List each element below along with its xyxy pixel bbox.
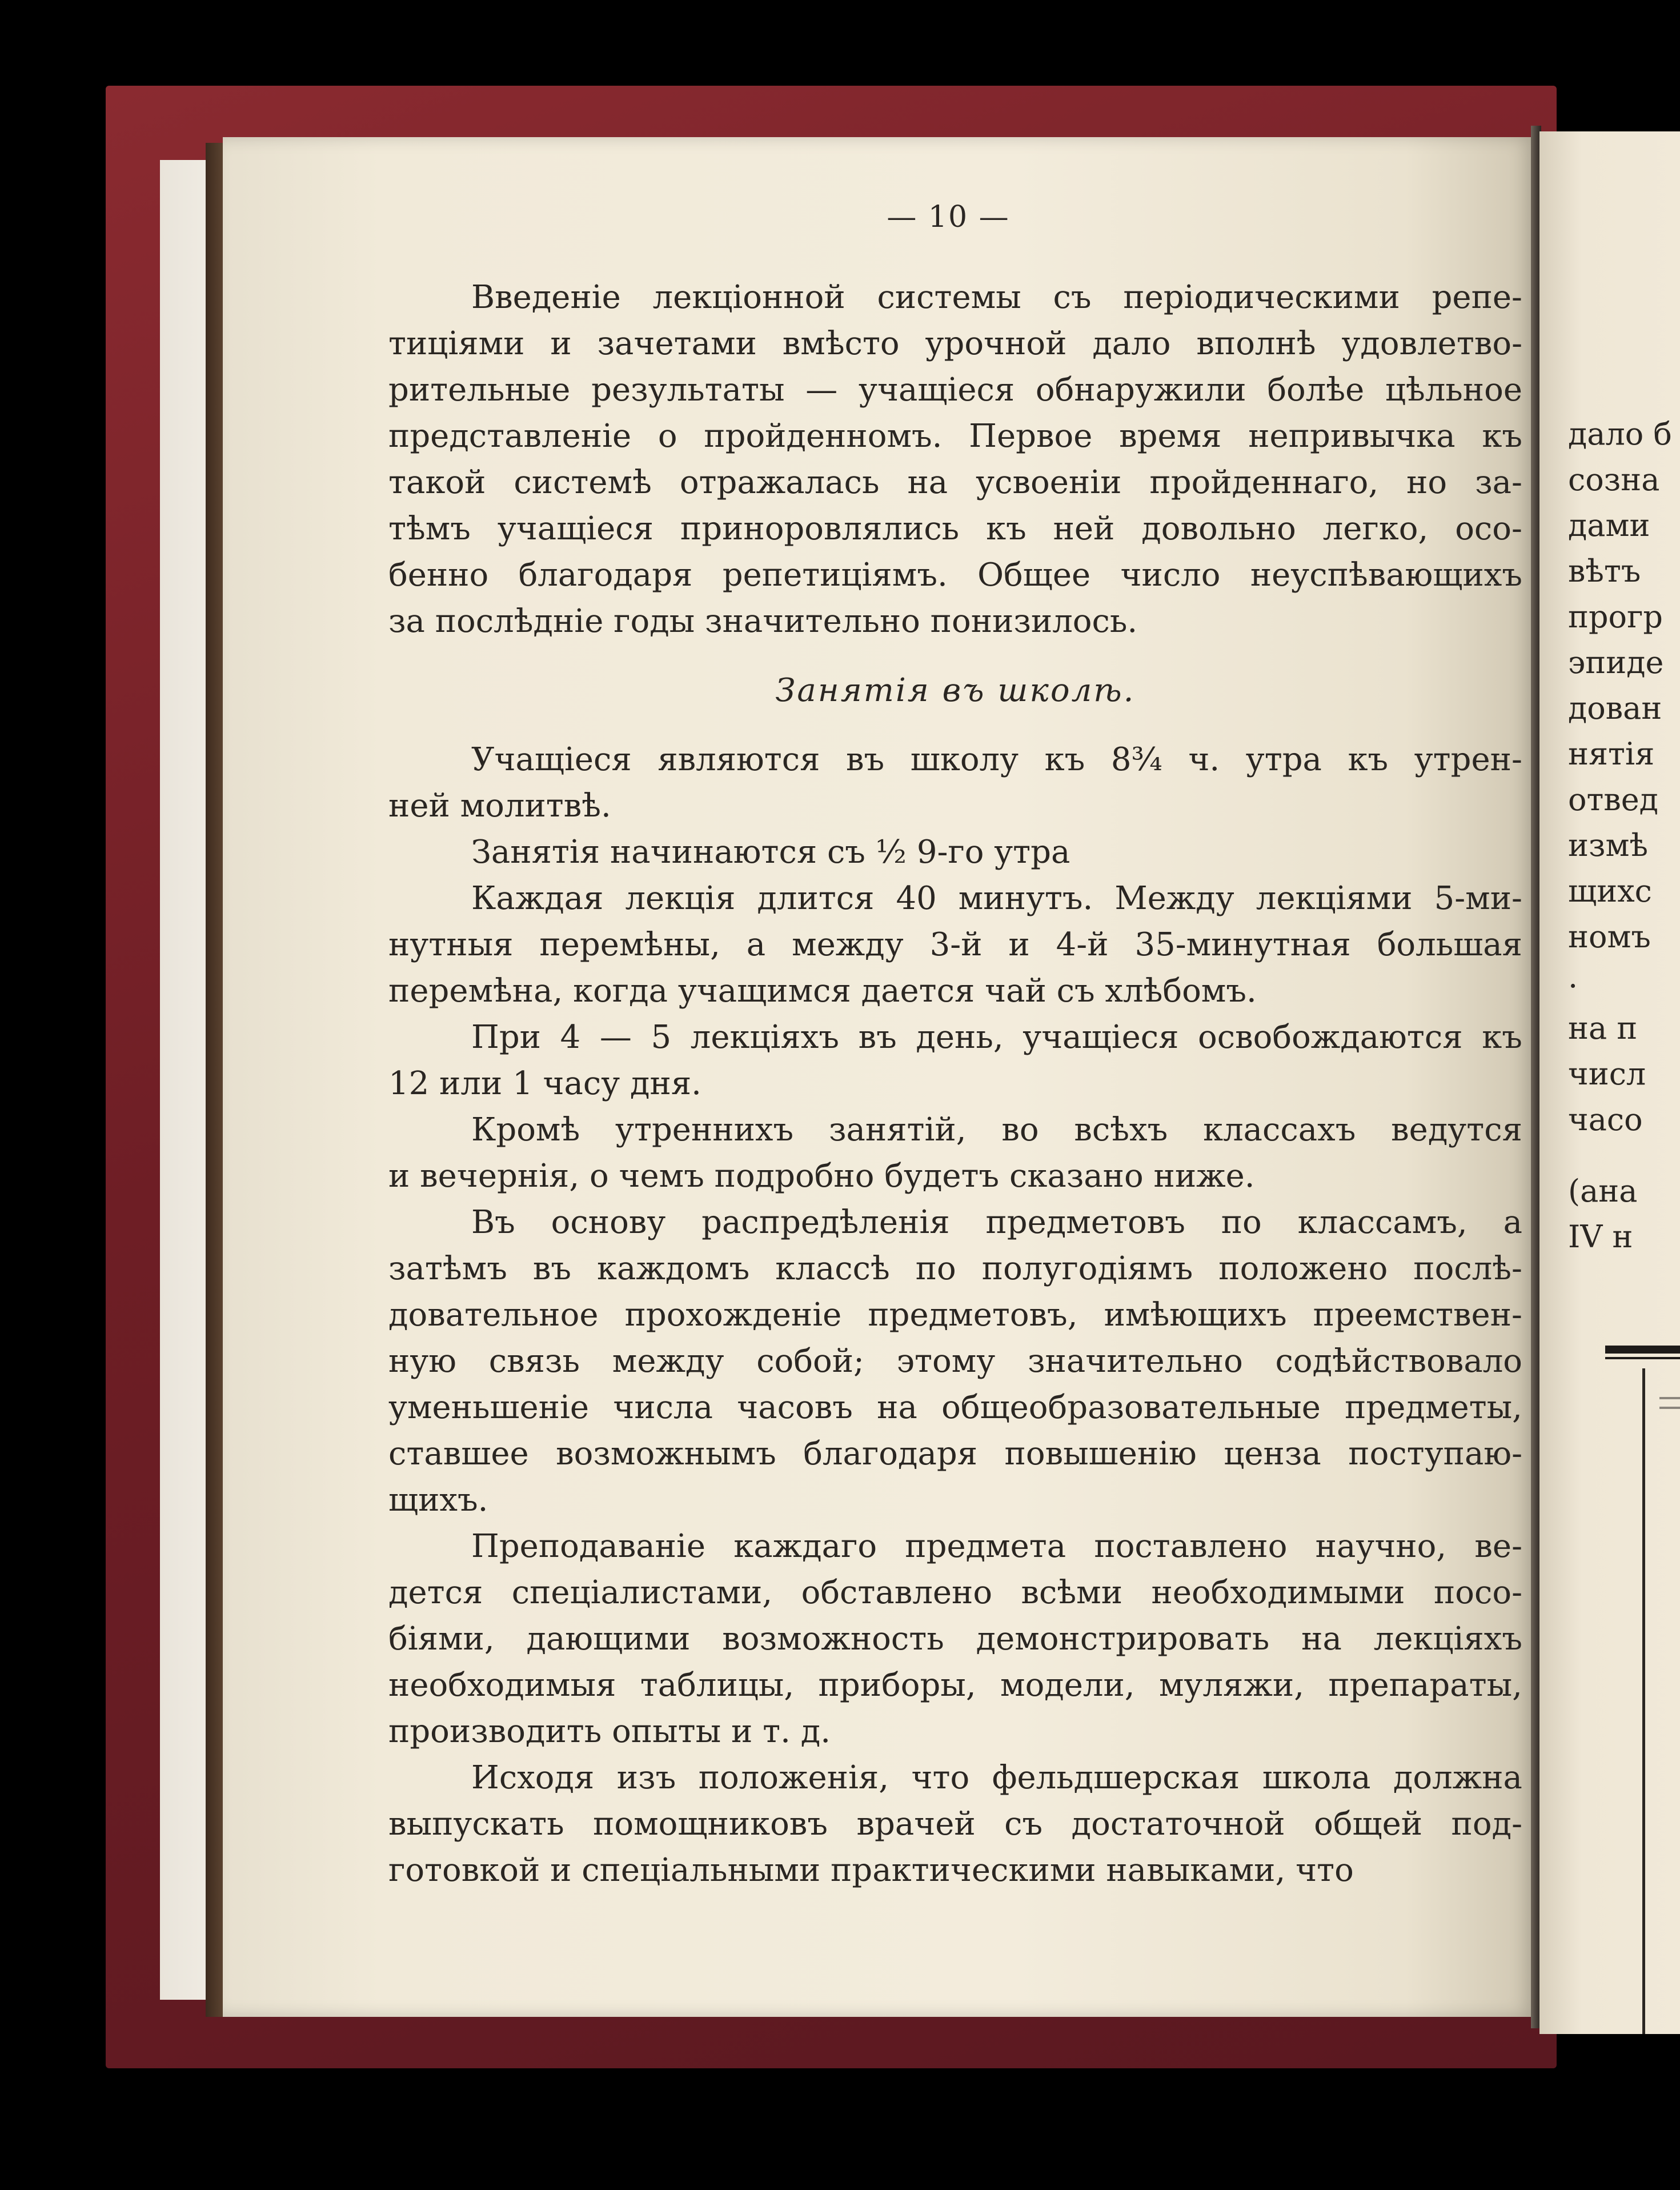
word: — [805,371,838,409]
word: 35-минутная [1134,926,1351,963]
word: этому [896,1343,996,1380]
word: нутныя [388,926,514,963]
word: періодическими [1123,279,1400,316]
word: предметы, [1345,1389,1522,1426]
word: всѣми [1021,1574,1123,1611]
word: Преподаваніе [471,1528,706,1565]
word: учащіеся [859,371,1015,409]
word: обставлено [801,1574,993,1611]
text-line [388,413,1522,459]
word: бенно [388,556,489,594]
word: 5-ми- [1434,880,1522,917]
text-line: и вечернія, о чемъ подробно будетъ сказано ниже. [388,1158,1255,1195]
word: между [612,1343,724,1380]
word: предмета [905,1528,1066,1565]
text-line [388,1338,1522,1384]
table-border [1659,1397,1680,1399]
word: ведутся [1391,1111,1522,1148]
word: удовлетво- [1341,325,1522,362]
word: утреннихъ [615,1111,794,1148]
word: Первое [969,418,1093,455]
text-line [388,1801,1522,1847]
word: рительные [388,371,571,409]
word: классахъ [1203,1111,1356,1148]
fragment-line: IV н [1568,1219,1633,1255]
word: довольно [1141,510,1296,547]
text-line [388,367,1522,413]
word: положенія, [698,1759,889,1796]
word: Кромѣ [471,1111,580,1148]
word: лекціями [1256,880,1413,917]
text-line [388,506,1522,552]
word: пройденнаго, [1149,464,1379,501]
right-page [1539,131,1680,2034]
paragraphs-block [388,736,1522,1893]
word: день, [916,1019,1004,1056]
word: достаточной [1071,1805,1285,1843]
word: на [907,464,948,501]
word: перемѣны, [539,926,720,963]
text-line: за послѣдніе годы значительно понизилось. [388,603,1138,640]
text-line [388,1246,1522,1292]
word: посо- [1433,1574,1522,1611]
word: приборы, [818,1667,976,1704]
word: пройденномъ. [704,418,943,455]
word: препараты, [1328,1667,1522,1704]
word: собой; [756,1343,864,1380]
fragment-line: отвед [1568,782,1658,818]
text-line [388,1384,1522,1431]
word: представленіе [388,418,632,455]
word: въ [846,741,885,778]
word: — [599,1019,632,1056]
word: содѣйствовало [1275,1343,1522,1380]
word: съ [1053,279,1092,316]
section-heading: Занятія въ школѣ. [775,672,1136,709]
text-line: ней молитвѣ. [388,787,611,824]
word: классамъ, [1297,1204,1468,1241]
word: дало [1092,325,1171,362]
word: демонстрировать [976,1620,1270,1657]
text-line [388,274,1522,321]
word: значительно [1027,1343,1243,1380]
word: поступаю- [1348,1435,1522,1472]
word: минутъ. [958,880,1093,917]
word: между [792,926,904,963]
word: предметовъ, [868,1296,1078,1334]
word: возможность [722,1620,944,1657]
word: повышенію [1004,1435,1197,1472]
word: лекція [625,880,736,917]
word: Учащіеся [471,741,632,778]
fragment-line: эпиде [1568,644,1664,680]
word: полугодіямъ [981,1250,1193,1287]
fragment-line: числ [1568,1056,1646,1092]
word: занятій, [828,1111,967,1148]
word: большая [1377,926,1522,963]
word: помощниковъ [593,1805,828,1843]
word: время [1119,418,1222,455]
text-line [388,552,1522,598]
word: къ [1482,1019,1522,1056]
word: ную [388,1343,457,1380]
text-line: готовкой и спеціальными практическими навыками, что [388,1852,1354,1889]
word: числа [613,1389,713,1426]
word: ценза [1224,1435,1321,1472]
word: зачетами [597,325,757,362]
word: цѣльное [1385,371,1522,409]
fragment-line: вѣтъ [1568,553,1641,589]
word: отражалась [679,464,880,501]
word: ве- [1474,1528,1522,1565]
fragment-line: дало б [1568,416,1672,452]
word: тѣмъ [388,510,471,547]
word: утра [1245,741,1322,778]
word: репе- [1432,279,1522,316]
word: школу [910,741,1019,778]
word: При [471,1019,542,1056]
word: связь [488,1343,580,1380]
word: лекціяхъ [690,1019,839,1056]
word: а [746,926,766,963]
fragment-line: дован [1568,690,1662,726]
text-line [388,736,1522,783]
fragment-line: щихс [1568,873,1652,909]
word: болѣе [1267,371,1365,409]
word: въ [532,1250,572,1287]
word: а [1503,1204,1522,1241]
word: Каждая [471,880,604,917]
word: на [1301,1620,1342,1657]
text-line [388,1431,1522,1477]
word: но [1406,464,1448,501]
fragment-line: измѣ [1568,827,1649,863]
text-line [388,1755,1522,1801]
word: обнаружили [1035,371,1246,409]
table-border [1642,1368,1645,2034]
word: распредѣленія [701,1204,950,1241]
word: Введеніе [471,279,621,316]
word: таблицы, [640,1667,795,1704]
word: приноровлялись [680,510,960,547]
page-text [388,274,1522,1893]
word: классѣ [775,1250,890,1287]
word: имѣющихъ [1104,1296,1287,1334]
word: репетиціямъ. [722,556,948,594]
word: 8¾ [1110,741,1162,778]
word: преемствен- [1313,1296,1522,1334]
word: съ [1004,1805,1043,1843]
table-border [1659,1407,1680,1409]
word: Между [1114,880,1234,917]
word: вполнѣ [1196,325,1316,362]
text-line [388,321,1522,367]
word: по [1221,1204,1262,1241]
word: осо- [1455,510,1522,547]
word: такой [388,464,486,501]
word: результаты [591,371,785,409]
word: число [1120,556,1221,594]
word: къ [986,510,1027,547]
fragment-line: номъ [1568,919,1651,955]
word: къ [1482,418,1522,455]
word: ч. [1188,741,1220,778]
word: уменьшеніе [388,1389,590,1426]
word: довательное [388,1296,599,1334]
text-line [388,922,1522,968]
word: 40 [896,880,937,917]
word: урочной [925,325,1067,362]
word: благодаря [518,556,693,594]
word: возможнымъ [556,1435,776,1472]
word: модели, [1000,1667,1135,1704]
word: всѣхъ [1074,1111,1168,1148]
binding-strip [206,143,223,2017]
fragment-line: нятія [1568,736,1655,772]
word: легко, [1322,510,1429,547]
word: за- [1475,464,1522,501]
word: прохожденіе [624,1296,842,1334]
word: 3-й [929,926,983,963]
word: спеціалистами, [511,1574,773,1611]
word: дающими [526,1620,691,1657]
word: общеобразовательные [941,1389,1321,1426]
text-line [388,1107,1522,1153]
word: тиціями [388,325,525,362]
word: вмѣсто [782,325,900,362]
text-line: производить опыты и т. д. [388,1713,831,1750]
fragment-line: (ана [1568,1173,1638,1209]
word: и [1008,926,1030,963]
word: должна [1393,1759,1522,1796]
word: о [657,418,677,455]
word: выпускать [388,1805,564,1843]
word: учащіеся [497,510,653,547]
word: научно, [1315,1528,1447,1565]
word: неуспѣвающихъ [1250,556,1522,594]
text-line: 12 или 1 часу дня. [388,1065,701,1102]
text-line [388,1523,1522,1570]
word: являются [657,741,820,778]
text-line [388,459,1522,506]
word: системѣ [514,464,652,501]
fragment-line: дами [1568,507,1650,543]
word: каждомъ [597,1250,750,1287]
word: Въ [471,1204,515,1241]
word: во [1001,1111,1039,1148]
word: предметовъ [985,1204,1185,1241]
word: необходимыя [388,1667,616,1704]
fragment-line: прогр [1568,599,1663,635]
word: въ [858,1019,897,1056]
word: освобождаются [1198,1019,1463,1056]
word: послѣ- [1413,1250,1522,1287]
text-line [388,1662,1522,1708]
word: длится [757,880,875,917]
word: на [877,1389,917,1426]
word: Исходя [471,1759,595,1796]
fragment-line: на п [1568,1010,1638,1046]
word: лекціяхъ [1373,1620,1522,1657]
word: затѣмъ [388,1250,507,1287]
fragment-line: часо [1568,1102,1643,1138]
text-line [388,1199,1522,1246]
word: Общее [977,556,1091,594]
word: системы [877,279,1021,316]
text-line [388,875,1522,922]
word: утрен- [1414,741,1522,778]
word: по [915,1250,956,1287]
word: поставлено [1094,1528,1288,1565]
word: необходимыми [1151,1574,1405,1611]
word: что [911,1759,970,1796]
text-line [388,1616,1522,1662]
text-line [388,1570,1522,1616]
word: лекціонной [652,279,845,316]
word: фельдшерская [992,1759,1240,1796]
word: под- [1451,1805,1522,1843]
word: благодаря [803,1435,978,1472]
word: усвоеніи [976,464,1122,501]
word: біями, [388,1620,495,1657]
word: основу [551,1204,666,1241]
word: и [550,325,572,362]
word: часовъ [737,1389,853,1426]
word: изъ [616,1759,676,1796]
word: положено [1218,1250,1388,1287]
table-rule [1605,1357,1680,1359]
word: непривычка [1248,418,1456,455]
fragment-line: созна [1568,462,1660,498]
word: каждаго [733,1528,877,1565]
word: къ [1044,741,1085,778]
word: 4-й [1056,926,1109,963]
word: муляжи, [1158,1667,1305,1704]
word: ней [1053,510,1115,547]
fragment-line: . [1568,959,1578,995]
word: 4 [560,1019,581,1056]
text-line: щихъ. [388,1482,488,1519]
text-line [388,1014,1522,1060]
text-line [388,1292,1522,1338]
word: общей [1314,1805,1423,1843]
text-line: Занятія начинаются съ ½ 9-го утра [471,834,1070,871]
word: учащіеся [1023,1019,1179,1056]
table-rule [1605,1346,1680,1354]
word: ставшее [388,1435,529,1472]
word: врачей [856,1805,976,1843]
page-number: — 10 — [887,200,1010,234]
text-line: перемѣна, когда учащимся дается чай съ хлѣбомъ. [388,972,1257,1010]
word: къ [1348,741,1389,778]
word: дется [388,1574,483,1611]
word: школа [1262,1759,1371,1796]
word: 5 [651,1019,672,1056]
